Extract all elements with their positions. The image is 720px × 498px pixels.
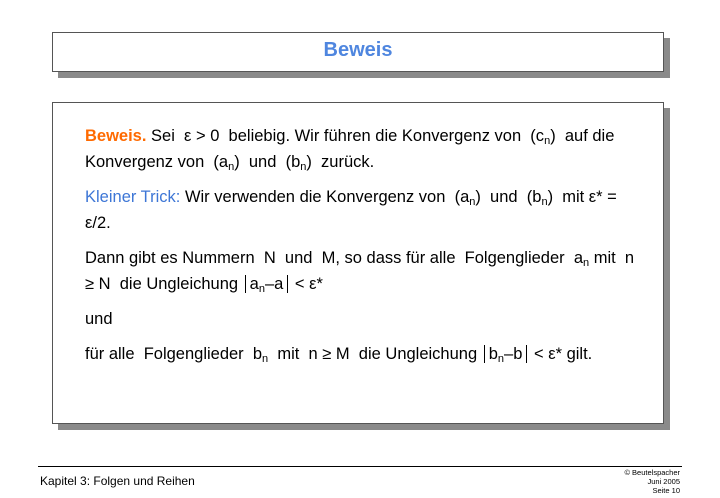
subscript: n <box>544 135 551 147</box>
footer-chapter: Kapitel 3: Folgen und Reihen <box>40 474 195 488</box>
abs-term: b <box>488 345 498 363</box>
text-segment: mit n ≥ M die Ungleichung <box>268 345 482 363</box>
text-segment: < ε* gilt. <box>529 345 593 363</box>
footer-page-number: Seite 10 <box>652 486 680 495</box>
proof-content <box>85 123 645 376</box>
abs-term: –a <box>264 275 284 293</box>
paragraph-und <box>85 306 645 332</box>
keyword-beweis: Beweis. <box>85 127 147 145</box>
text-segment: ) zurück. <box>306 153 375 171</box>
absolute-value <box>245 275 289 293</box>
text-segment: für alle Folgenglieder b <box>85 345 263 363</box>
title-box <box>52 32 664 72</box>
text-segment: ) und (b <box>475 188 542 206</box>
subscript: n <box>300 161 307 173</box>
slide-title: Beweis <box>323 39 393 61</box>
text-segment: Wir verwenden die Konvergenz von (a <box>180 188 470 206</box>
subscript: n <box>583 257 590 269</box>
subscript: n <box>541 196 548 208</box>
absolute-value <box>484 345 528 363</box>
abs-term: a <box>249 275 259 293</box>
text-segment: ) und (b <box>234 153 301 171</box>
footer-divider <box>38 466 682 467</box>
text-segment: < ε* <box>290 275 323 293</box>
text-segment: Dann gibt es Nummern N und M, so dass für alle Folgenglieder a <box>85 249 583 267</box>
paragraph-folgenglieder-b <box>85 341 645 367</box>
text-segment: und <box>85 310 113 328</box>
paragraph-beweis <box>85 123 645 175</box>
footer-date: Juni 2005 <box>647 477 680 486</box>
footer-copyright: © Beutelspacher <box>624 468 680 477</box>
subscript: n <box>228 161 235 173</box>
footer-info <box>624 468 680 495</box>
text-segment: ) mit ε* = ε/2. <box>85 188 617 232</box>
content-box <box>52 102 664 424</box>
text-segment: mit n ≥ N die Ungleichung <box>85 249 635 293</box>
text-segment: Sei ε > 0 beliebig. Wir führen die Konvergenz von (c <box>146 127 545 145</box>
text-segment: ) auf die Konvergenz von (a <box>85 127 615 171</box>
subscript: n <box>497 353 505 365</box>
subscript: n <box>262 353 269 365</box>
subscript: n <box>469 196 476 208</box>
subscript: n <box>258 283 265 295</box>
paragraph-nummern <box>85 245 645 297</box>
paragraph-trick <box>85 184 645 236</box>
abs-term: –b <box>504 345 523 363</box>
keyword-kleiner-trick: Kleiner Trick: <box>85 188 181 206</box>
